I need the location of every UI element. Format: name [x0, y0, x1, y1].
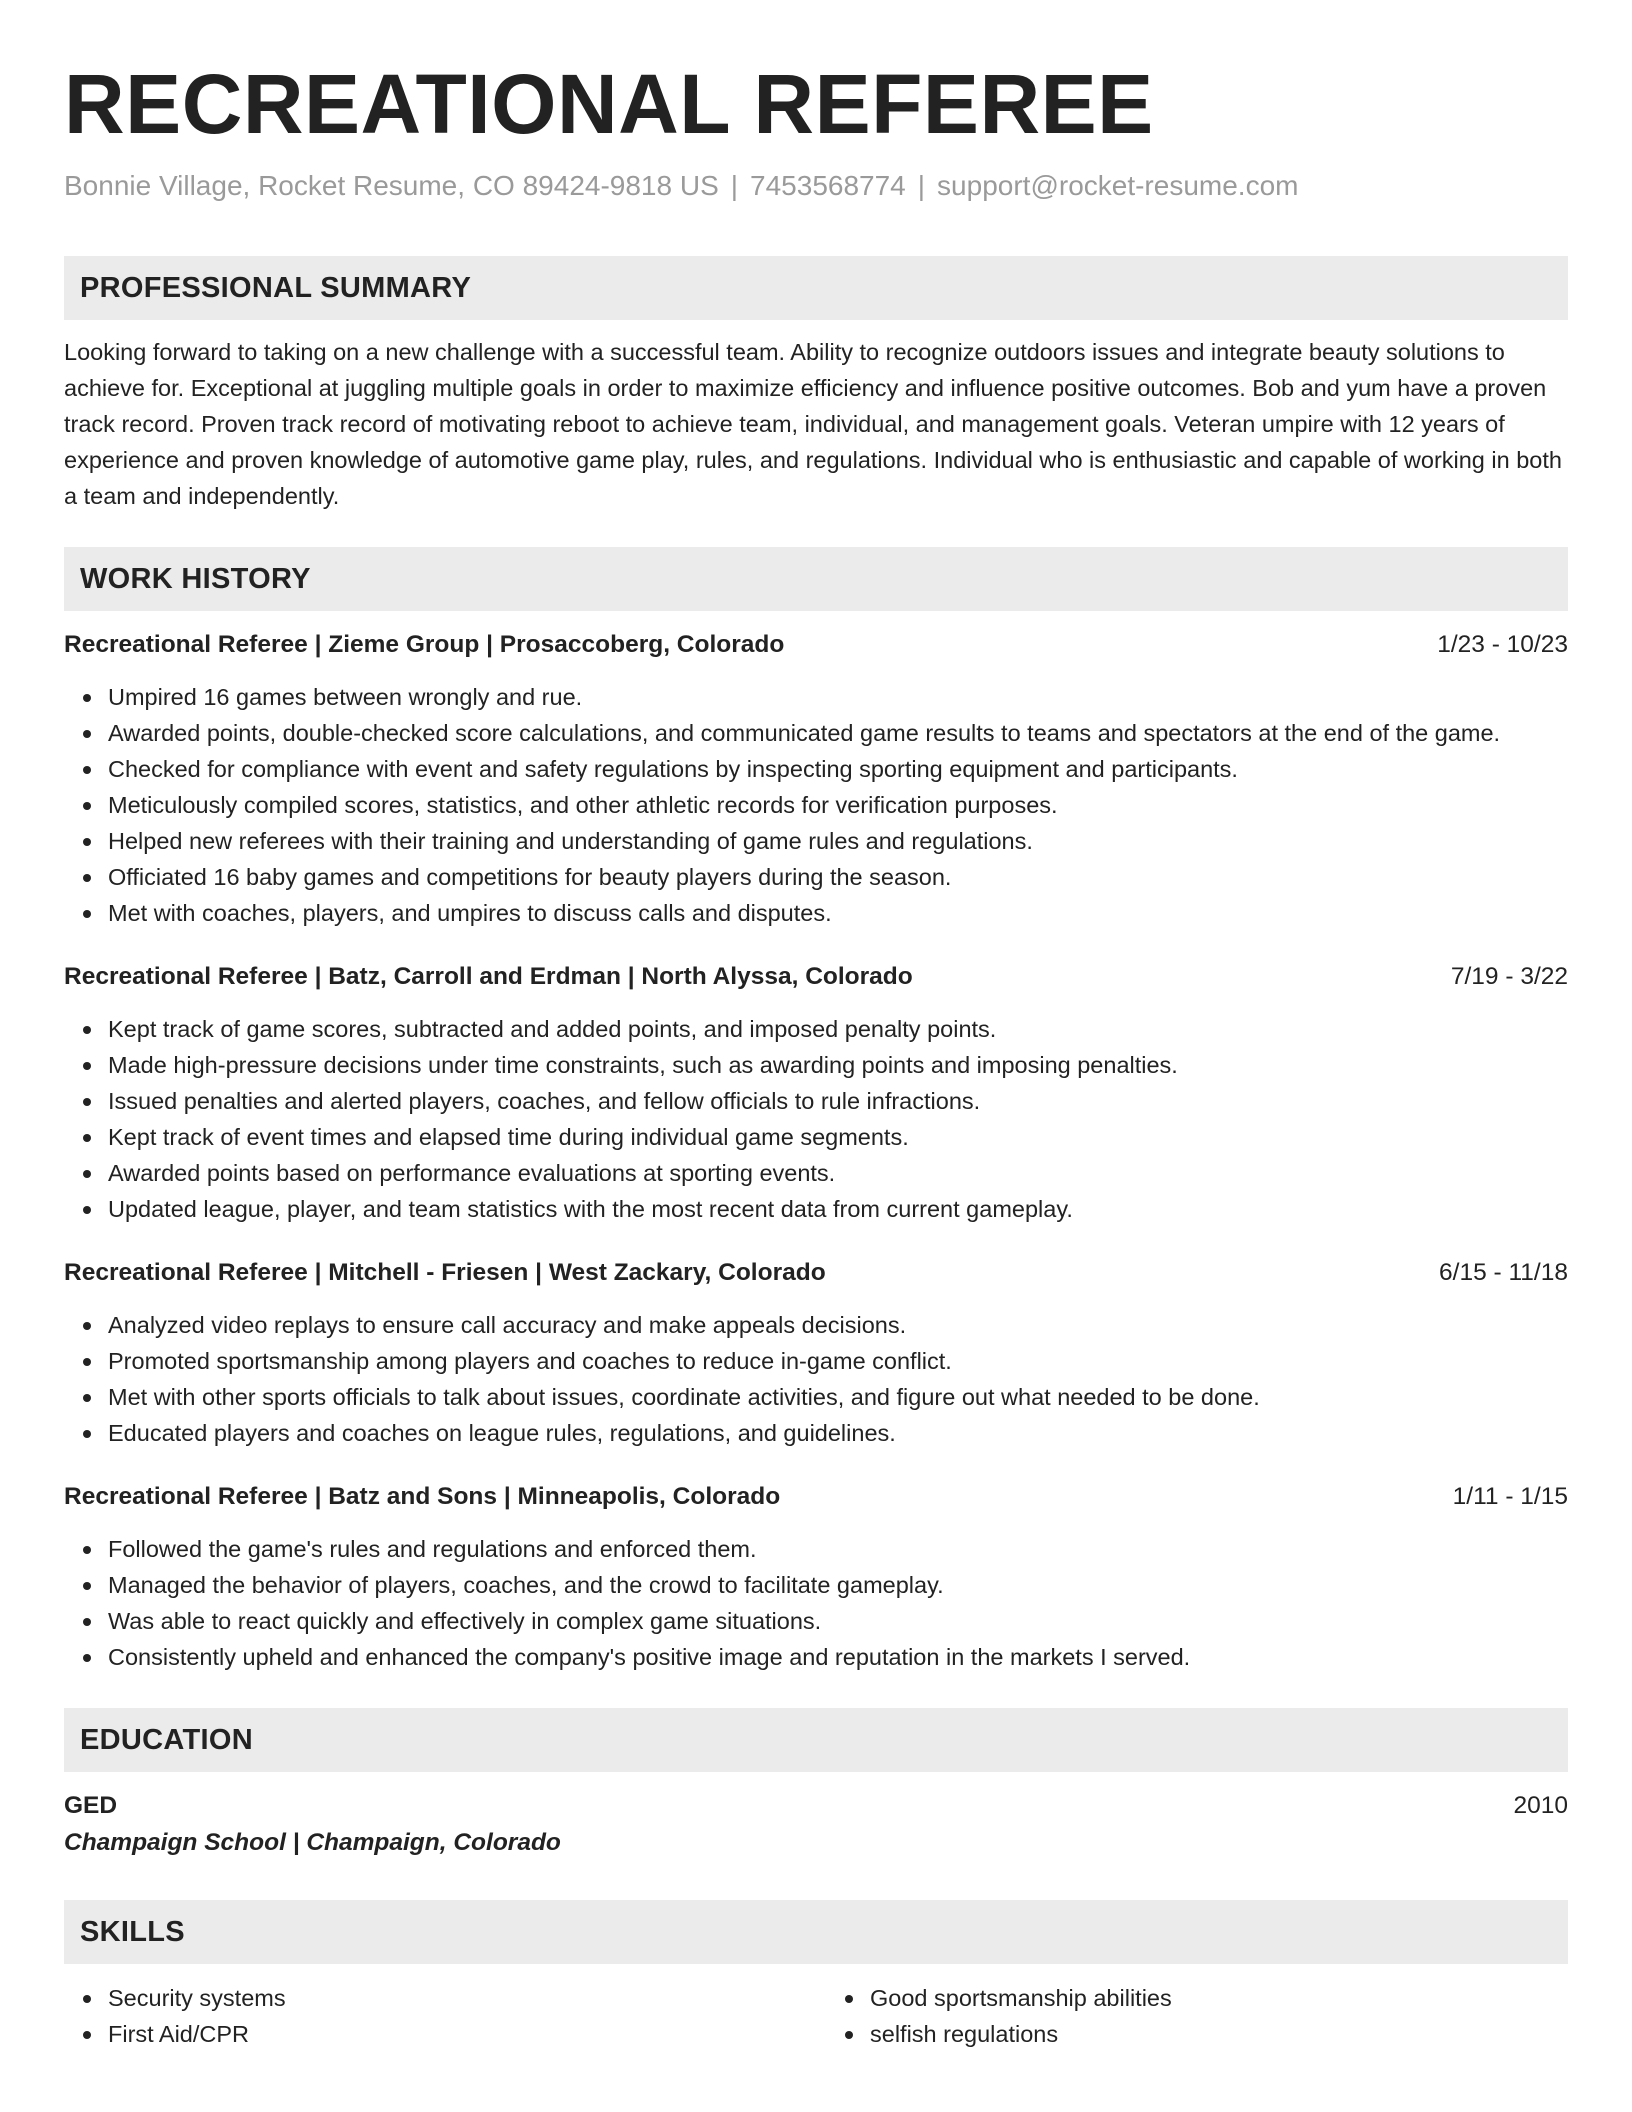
candidate-name: RECREATIONAL REFEREE — [64, 57, 1154, 151]
job-bullet: Followed the game's rules and regulations and enforced them. — [108, 1531, 1568, 1567]
job-bullet: Helped new referees with their training and understanding of game rules and regulations. — [108, 823, 1568, 859]
summary-heading: PROFESSIONAL SUMMARY — [64, 256, 1568, 320]
skills-column-right — [826, 1980, 1568, 2052]
job-bullet: Analyzed video replays to ensure call accuracy and make appeals decisions. — [108, 1307, 1568, 1343]
job-bullets — [64, 679, 1568, 931]
skills-heading: SKILLS — [64, 1900, 1568, 1964]
contact-separator: | — [730, 170, 739, 201]
contact-address: Bonnie Village, Rocket Resume, CO 89424-9818 US — [64, 170, 719, 201]
job-header — [64, 627, 1568, 663]
job-bullet: Issued penalties and alerted players, coaches, and fellow officials to rule infractions. — [108, 1083, 1568, 1119]
skill-item: Security systems — [108, 1980, 806, 2016]
job-entry — [64, 1255, 1568, 1451]
job-bullet: Kept track of event times and elapsed time during individual game segments. — [108, 1119, 1568, 1155]
education-heading: EDUCATION — [64, 1708, 1568, 1772]
job-entry — [64, 627, 1568, 931]
job-header — [64, 1479, 1568, 1515]
job-bullet: Was able to react quickly and effectively in complex game situations. — [108, 1603, 1568, 1639]
skill-item: selfish regulations — [870, 2016, 1568, 2052]
job-bullet: Consistently upheld and enhanced the company's positive image and reputation in the markets I served. — [108, 1639, 1568, 1675]
job-bullets — [64, 1011, 1568, 1227]
contact-phone: 7453568774 — [750, 170, 906, 201]
education-header — [64, 1788, 1568, 1824]
job-bullet: Kept track of game scores, subtracted and added points, and imposed penalty points. — [108, 1011, 1568, 1047]
job-title: Recreational Referee | Batz, Carroll and Erdman | North Alyssa, Colorado — [64, 963, 913, 990]
job-bullet: Updated league, player, and team statistics with the most recent data from current gameplay. — [108, 1191, 1568, 1227]
job-bullet: Meticulously compiled scores, statistics, and other athletic records for verification purposes. — [108, 787, 1568, 823]
job-title: Recreational Referee | Zieme Group | Prosaccoberg, Colorado — [64, 631, 785, 658]
job-title: Recreational Referee | Mitchell - Friesen | West Zackary, Colorado — [64, 1259, 826, 1286]
contact-line — [64, 168, 1568, 204]
job-bullet: Awarded points based on performance evaluations at sporting events. — [108, 1155, 1568, 1191]
job-entry — [64, 959, 1568, 1227]
job-bullet: Officiated 16 baby games and competitions for beauty players during the season. — [108, 859, 1568, 895]
education-year: 2010 — [1513, 1792, 1568, 1819]
skills-grid — [64, 1980, 1568, 2052]
job-dates: 1/23 - 10/23 — [1437, 631, 1568, 658]
job-bullets — [64, 1531, 1568, 1675]
resume-content — [64, 0, 1568, 2052]
contact-email[interactable]: support@rocket-resume.com — [937, 170, 1299, 201]
skill-item: Good sportsmanship abilities — [870, 1980, 1568, 2016]
job-dates: 1/11 - 1/15 — [1452, 1483, 1568, 1510]
job-title: Recreational Referee | Batz and Sons | Minneapolis, Colorado — [64, 1483, 781, 1510]
job-bullet: Made high-pressure decisions under time constraints, such as awarding points and imposing penalties. — [108, 1047, 1568, 1083]
job-bullet: Checked for compliance with event and safety regulations by inspecting sporting equipment and participants. — [108, 751, 1568, 787]
contact-separator: | — [917, 170, 926, 201]
job-bullet: Educated players and coaches on league rules, regulations, and guidelines. — [108, 1415, 1568, 1451]
job-bullet: Met with other sports officials to talk about issues, coordinate activities, and figure out what needed to be done. — [108, 1379, 1568, 1415]
job-bullet: Promoted sportsmanship among players and coaches to reduce in-game conflict. — [108, 1343, 1568, 1379]
job-bullets — [64, 1307, 1568, 1451]
job-dates: 7/19 - 3/22 — [1450, 963, 1568, 990]
education-school: Champaign School | Champaign, Colorado — [64, 1829, 561, 1856]
job-bullet: Met with coaches, players, and umpires to discuss calls and disputes. — [108, 895, 1568, 931]
summary-text: Looking forward to taking on a new challenge with a successful team. Ability to recognize outdoors issues and integrate beauty solutions to achieve for. Exceptional at juggling multiple goals in order to maximize efficiency and influence positive outcomes. Bob and yum have a proven track record. Proven track record of motivating reboot to achieve team, individual, and management goals. Veteran umpire with 12 years of experience and proven knowledge of automotive game play, rules, and regulations. Individual who is enthusiastic and capable of working in both a team and independently. — [64, 339, 1562, 509]
skills-column-left — [64, 1980, 806, 2052]
job-header — [64, 959, 1568, 995]
job-entry — [64, 1479, 1568, 1675]
skill-item: First Aid/CPR — [108, 2016, 806, 2052]
education-entry — [64, 1788, 1568, 1862]
job-bullet: Umpired 16 games between wrongly and rue. — [108, 679, 1568, 715]
job-header — [64, 1255, 1568, 1291]
job-bullet: Awarded points, double-checked score calculations, and communicated game results to teams and spectators at the end of the game. — [108, 715, 1568, 751]
education-degree: GED — [64, 1792, 118, 1819]
work-history-heading: WORK HISTORY — [64, 547, 1568, 611]
job-bullet: Managed the behavior of players, coaches, and the crowd to facilitate gameplay. — [108, 1567, 1568, 1603]
job-dates: 6/15 - 11/18 — [1439, 1259, 1568, 1286]
